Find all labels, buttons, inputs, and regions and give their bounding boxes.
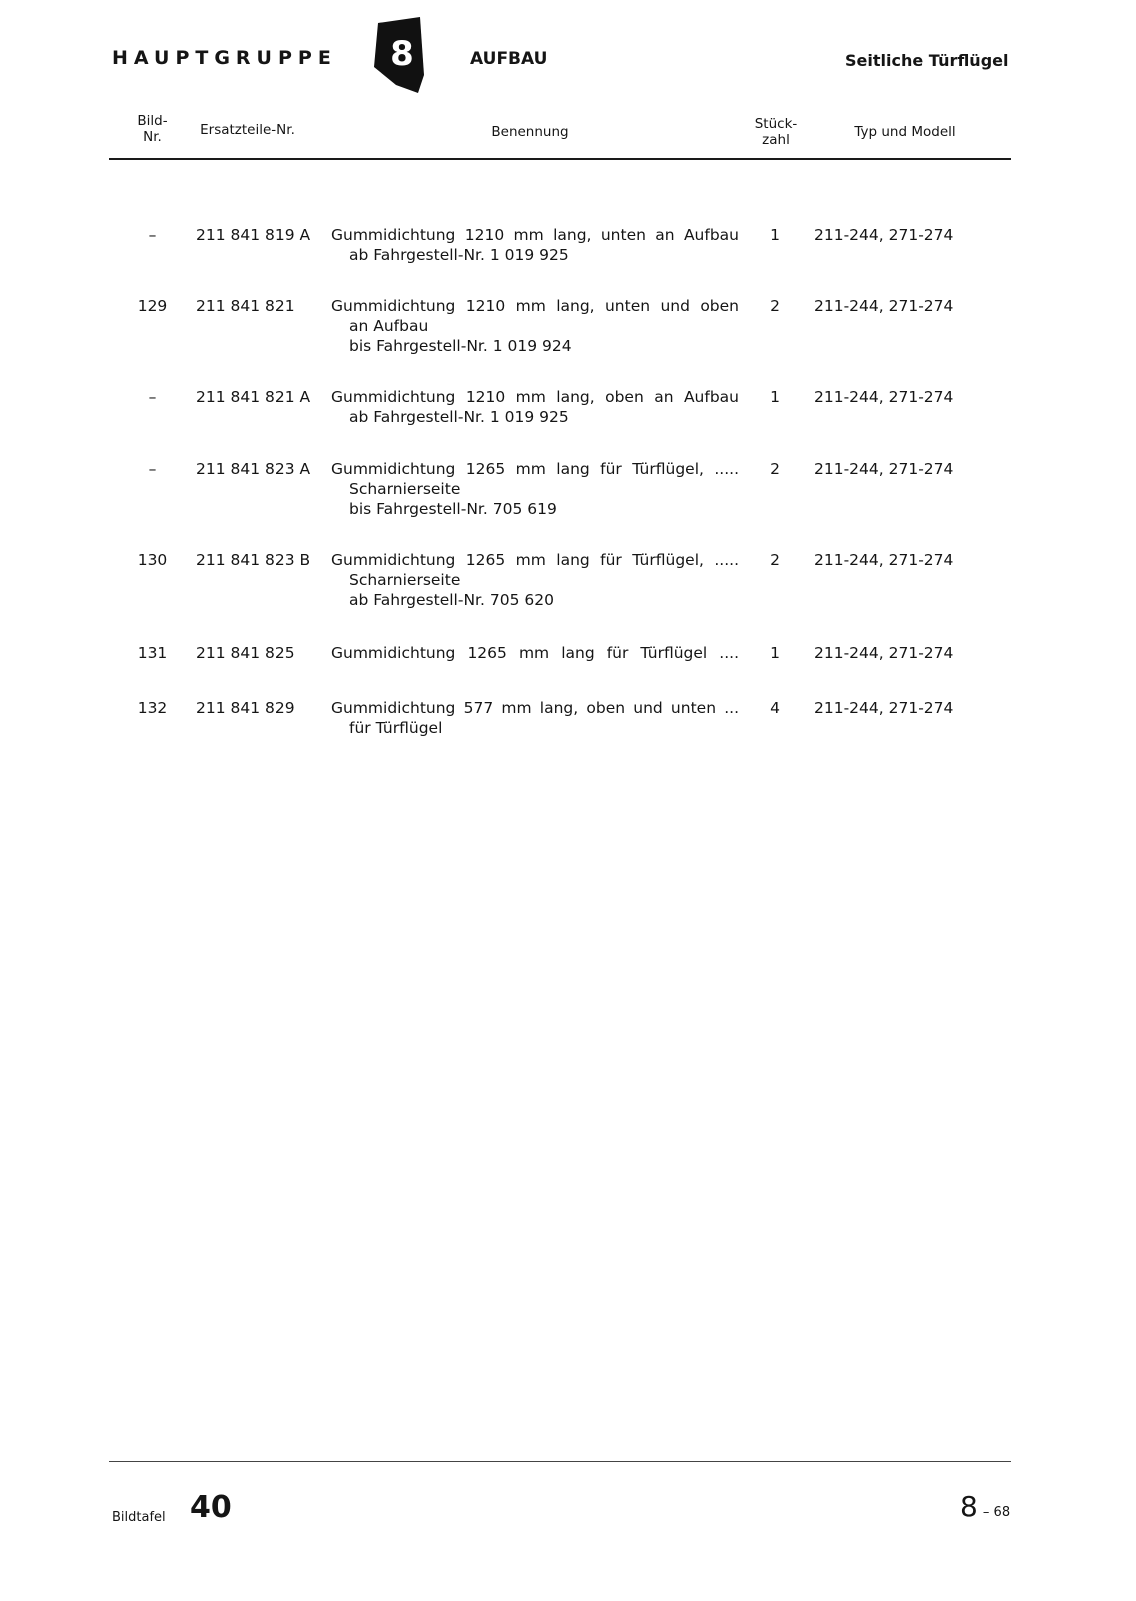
row-description [331,225,739,265]
row-description [331,698,739,738]
column-header-ersatzteile-nr: Ersatzteile-Nr. [200,122,295,138]
row-part-number: 211 841 829 [196,699,295,717]
row-type-model: 211-244, 271-274 [814,226,954,244]
row-description [331,459,739,519]
description-line: Gummidichtung 1265 mm lang für Türflügel, ..... [331,551,739,569]
page-number-major: 8 [960,1490,978,1523]
bildtafel-number: 40 [190,1490,232,1525]
row-bild-nr: 131 [137,644,168,662]
row-part-number: 211 841 821 [196,297,295,315]
description-line: an Aufbau [349,317,429,335]
row-description [331,643,739,663]
row-bild-nr: – [148,226,157,244]
footer-rule [109,1461,1011,1462]
column-header-stueckzahl: Stück- zahl [754,116,798,148]
row-part-number: 211 841 821 A [196,388,311,406]
bildtafel-label: Bildtafel [112,1510,166,1525]
row-part-number: 211 841 823 B [196,551,311,569]
column-header-typ-modell: Typ und Modell [854,124,956,140]
description-line: bis Fahrgestell-Nr. 705 619 [349,500,557,518]
row-quantity: 1 [770,644,780,662]
group-number-badge [370,17,426,95]
row-quantity: 1 [770,226,780,244]
row-quantity: 4 [770,699,780,717]
description-line: Scharnierseite [349,480,461,498]
row-quantity: 1 [770,388,780,406]
row-description [331,387,739,427]
description-line: für Türflügel [349,719,443,737]
column-header-bild-nr: Bild- Nr. [137,113,168,145]
row-description [331,550,739,610]
row-type-model: 211-244, 271-274 [814,297,954,315]
row-type-model: 211-244, 271-274 [814,388,954,406]
row-part-number: 211 841 825 [196,644,295,662]
row-bild-nr: 132 [137,699,168,717]
page-number [960,1490,1010,1523]
group-label: HAUPTGRUPPE [112,47,337,69]
group-name: AUFBAU [470,49,548,69]
description-line: ab Fahrgestell-Nr. 705 620 [349,591,554,609]
description-line: Gummidichtung 577 mm lang, oben und unten ... [331,699,739,717]
row-quantity: 2 [770,297,780,315]
section-title: Seitliche Türflügel [845,51,1009,70]
description-line: Scharnierseite [349,571,461,589]
description-line: Gummidichtung 1210 mm lang, unten und oben [331,297,739,315]
description-line: ab Fahrgestell-Nr. 1 019 925 [349,246,569,264]
row-type-model: 211-244, 271-274 [814,699,954,717]
description-line: Gummidichtung 1210 mm lang, oben an Aufbau [331,388,739,406]
row-bild-nr: 130 [137,551,168,569]
description-line: Gummidichtung 1265 mm lang für Türflügel .... [331,644,739,662]
row-quantity: 2 [770,551,780,569]
row-type-model: 211-244, 271-274 [814,644,954,662]
description-line: ab Fahrgestell-Nr. 1 019 925 [349,408,569,426]
page-number-minor: – 68 [982,1505,1011,1520]
row-type-model: 211-244, 271-274 [814,551,954,569]
description-line: bis Fahrgestell-Nr. 1 019 924 [349,337,572,355]
row-bild-nr: 129 [137,297,168,315]
row-description [331,296,739,356]
row-bild-nr: – [148,388,157,406]
row-quantity: 2 [770,460,780,478]
header-rule [109,158,1011,160]
column-header-benennung: Benennung [491,124,569,140]
description-line: Gummidichtung 1265 mm lang für Türflügel, ..... [331,460,739,478]
description-line: Gummidichtung 1210 mm lang, unten an Aufbau [331,226,739,244]
row-bild-nr: – [148,460,157,478]
row-part-number: 211 841 819 A [196,226,311,244]
group-number: 8 [390,34,414,74]
row-part-number: 211 841 823 A [196,460,311,478]
row-type-model: 211-244, 271-274 [814,460,954,478]
